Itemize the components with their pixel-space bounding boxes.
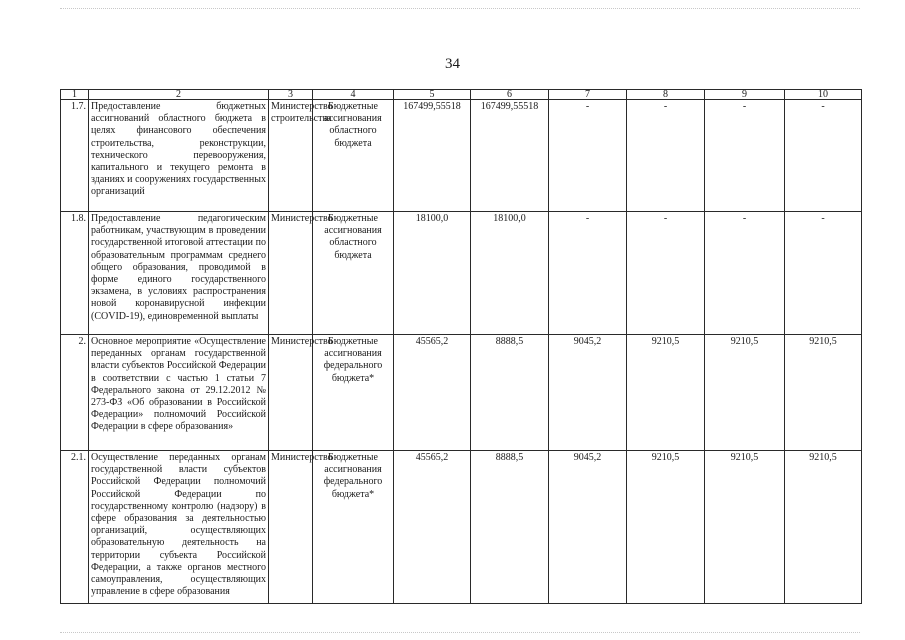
row-number: 2. [61,335,89,451]
column-header: 8 [627,90,705,100]
row-description: Осуществление переданных органам государственной власти субъектов Российской Федерации полномочий Российской Федерации по государственному контролю (надзору) в сфере образования за деятельностью организаций, осуществляющих образовательную деятельность на территории субъекта Российской Федерации, а также органов местного самоуправления, осуществляющих управление в сфере образования [89,451,269,604]
row-number: 1.8. [61,212,89,335]
budget-table [60,89,862,604]
column-header: 7 [549,90,627,100]
scan-artifact-top [60,8,860,10]
row-value-col9: 9210,5 [705,451,785,604]
row-description: Основное мероприятие «Осуществление переданных органам государственной власти субъектов Российской Федерации в соответствии с частью 1 статьи 7 Федерального закона от 29.12.2012 № 273-ФЗ «Об образовании в Российской Федерации» полномочий Российской Федерации в сфере образования» [89,335,269,451]
table-row [61,212,862,335]
row-value-col7: - [549,100,627,212]
table-row [61,451,862,604]
row-value-col8: 9210,5 [627,451,705,604]
row-value-col10: 9210,5 [785,335,862,451]
row-value-col10: 9210,5 [785,451,862,604]
row-value-col7: 9045,2 [549,335,627,451]
row-ministry: Министерство строительства [269,100,313,212]
row-value-col5: 18100,0 [394,212,471,335]
table-row [61,100,862,212]
row-value-col10: - [785,100,862,212]
row-description: Предоставление бюджетных ассигнований областного бюджета в целях финансового обеспечения строительства, реконструкции, технического перевооружения, капитального и текущего ремонта в зданиях и сооружениях государственных организаций [89,100,269,212]
row-ministry: Министерство [269,335,313,451]
row-value-col8: - [627,212,705,335]
row-value-col9: - [705,100,785,212]
column-header: 9 [705,90,785,100]
table-row [61,335,862,451]
column-header: 4 [313,90,394,100]
row-value-col7: 9045,2 [549,451,627,604]
row-value-col8: 9210,5 [627,335,705,451]
column-header: 10 [785,90,862,100]
row-value-col5: 167499,55518 [394,100,471,212]
column-header: 3 [269,90,313,100]
row-value-col6: 8888,5 [471,451,549,604]
row-number: 2.1. [61,451,89,604]
row-ministry: Министерство [269,212,313,335]
row-value-col5: 45565,2 [394,335,471,451]
row-value-col7: - [549,212,627,335]
row-value-col9: - [705,212,785,335]
column-header: 2 [89,90,269,100]
column-header: 1 [61,90,89,100]
column-header: 5 [394,90,471,100]
row-funding-source: Бюджетные ассигнования федерального бюджета* [313,335,394,451]
row-funding-source: Бюджетные ассигнования федерального бюджета* [313,451,394,604]
row-number: 1.7. [61,100,89,212]
scan-artifact-bottom [60,632,860,634]
row-funding-source: Бюджетные ассигнования областного бюджета [313,100,394,212]
row-value-col8: - [627,100,705,212]
row-value-col5: 45565,2 [394,451,471,604]
row-funding-source: Бюджетные ассигнования областного бюджета [313,212,394,335]
page-number: 34 [445,56,460,72]
row-value-col9: 9210,5 [705,335,785,451]
column-number-row [61,90,862,100]
row-description: Предоставление педагогическим работникам, участвующим в проведении государственной итоговой аттестации по образовательным программам среднего общего образования, проводимой в форме единого государственного экзамена, в условиях распространения новой коронавирусной инфекции (COVID-19), единовременной выплаты [89,212,269,335]
row-value-col6: 167499,55518 [471,100,549,212]
row-ministry: Министерство [269,451,313,604]
row-value-col6: 18100,0 [471,212,549,335]
column-header: 6 [471,90,549,100]
row-value-col10: - [785,212,862,335]
row-value-col6: 8888,5 [471,335,549,451]
